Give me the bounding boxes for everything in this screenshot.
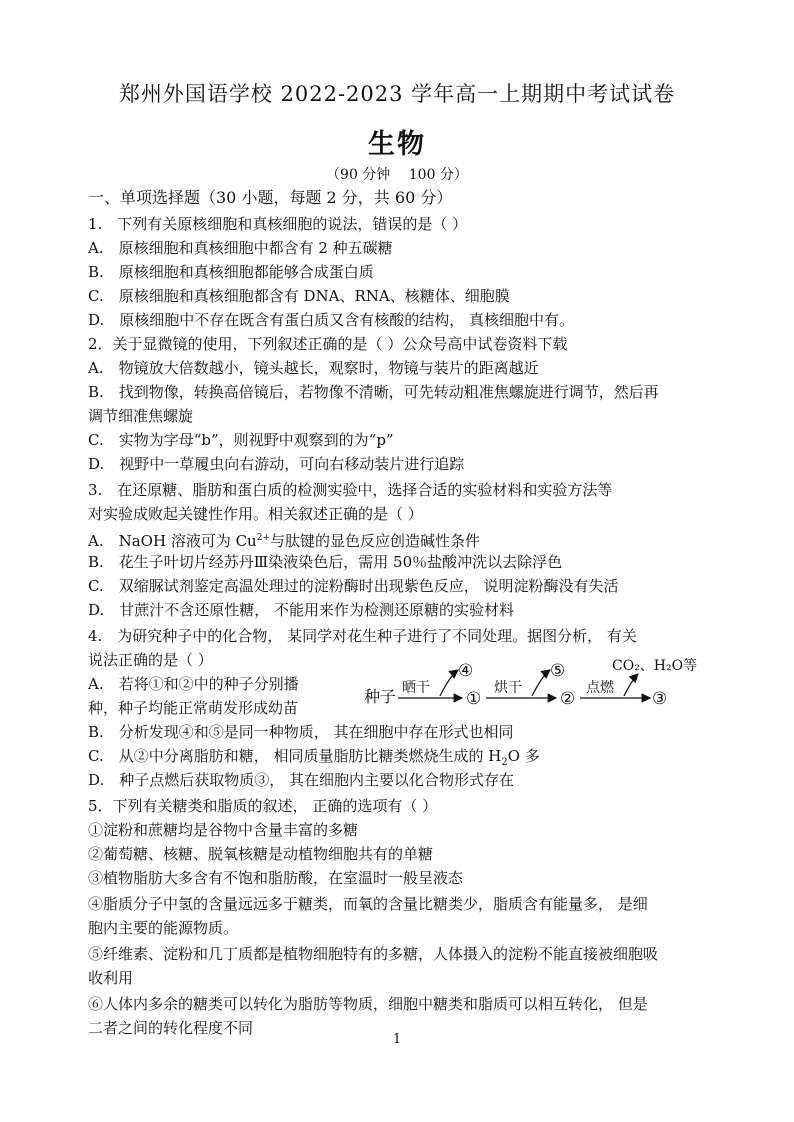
q5-statement-4-cont: 胞内主要的能源物质。 <box>88 919 239 937</box>
q5-statement-3: ③植物脂肪大多含有不饱和脂肪酸，在室温时一般呈液态 <box>88 869 464 887</box>
diagram-node-2: ② <box>560 689 576 709</box>
diagram-step-ignite: 点燃 <box>586 680 614 696</box>
q1-option-c: C. 原核细胞和真核细胞都含有 DNA、RNA、核糖体、细胞膜 <box>88 287 510 305</box>
section-heading: 一、单项选择题（30 小题，每题 2 分，共 60 分） <box>88 188 453 207</box>
q2-option-a: A. 物镜放大倍数越小，镜头越长，观察时，物镜与装片的距离越近 <box>88 359 539 377</box>
diagram-seed-label: 种子 <box>364 687 397 706</box>
diagram-step-oven-dry: 烘干 <box>494 680 522 696</box>
diagram-node-1: ① <box>466 689 482 709</box>
page-number: 1 <box>392 1032 402 1047</box>
q2-option-b-cont: 调节细准焦螺旋 <box>88 407 194 425</box>
q1-option-d: D. 原核细胞中不存在既含有蛋白质又含有核酸的结构， 真核细胞中有。 <box>88 311 575 329</box>
q1-option-a: A. 原核细胞和真核细胞中都含有 2 种五碳糖 <box>88 239 393 257</box>
diagram-node-4: ④ <box>458 661 474 681</box>
q2-option-c: C. 实物为字母“b”，则视野中观察到的为“p” <box>88 431 394 449</box>
diagram-arrow-to-products <box>624 674 638 696</box>
diagram-arrow-to-5 <box>532 670 550 696</box>
q5-statement-5: ⑤纤维素、淀粉和几丁质都是植物细胞特有的多糖，人体摄入的淀粉不能直接被细胞吸 <box>88 945 659 963</box>
q3-option-b: B. 花生子叶切片经苏丹Ⅲ染液染色后，需用 50％盐酸冲洗以去除浮色 <box>88 553 563 571</box>
q2-option-d: D. 视野中一草履虫向右游动，可向右移动装片进行追踪 <box>88 455 465 473</box>
q4-option-c-sub: 2 <box>501 757 508 768</box>
q3-stem-cont: 对实验成败起关键性作用。相关叙述正确的是（ ） <box>88 505 423 523</box>
seed-processing-diagram <box>362 656 712 712</box>
q4-stem-cont: 说法正确的是（ ） <box>88 651 213 669</box>
q4-option-b: B. 分析发现④和⑤是同一种物质， 其在细胞中存在形式也相同 <box>88 723 514 741</box>
q5-statement-2: ②葡萄糖、核糖、脱氧核糖是动植物细胞共有的单糖 <box>88 845 434 863</box>
q2-option-b: B. 找到物像，转换高倍镜后，若物像不清晰，可先转动粗准焦螺旋进行调节，然后再 <box>88 383 659 401</box>
diagram-arrow-to-4 <box>440 670 458 696</box>
q4-option-c-post: O 多 <box>507 747 540 765</box>
subject-title: 生物 <box>368 129 426 160</box>
q3-option-a <box>88 528 480 551</box>
q5-statement-5-cont: 收利用 <box>88 969 134 987</box>
q4-option-d: D. 种子点燃后获取物质③， 其在细胞内主要以化合物形式存在 <box>88 771 515 789</box>
q3-option-a-pre: A. NaOH 溶液可为 Cu <box>88 532 257 550</box>
q5-statement-6: ⑥人体内多余的糖类可以转化为脂肪等物质，细胞中糖类和脂质可以相互转化， 但是 <box>88 995 648 1013</box>
q1-stem: 1. 下列有关原核细胞和真核细胞的说法，错误的是（ ） <box>88 215 468 233</box>
q4-option-a: A. 若将①和②中的种子分别播 <box>88 675 299 693</box>
q5-statement-6-cont: 二者之间的转化程度不同 <box>88 1019 254 1037</box>
diagram-products: CO₂、H₂O等 <box>612 658 698 674</box>
q1-option-b: B. 原核细胞和真核细胞都能够合成蛋白质 <box>88 263 374 281</box>
exam-title: 郑州外国语学校 2022-2023 学年高一上期期中考试试卷 <box>118 82 676 106</box>
diagram-node-3: ③ <box>652 689 668 709</box>
q3-option-a-post: 与肽键的显色反应创造碱性条件 <box>270 532 481 550</box>
q4-option-c <box>88 746 540 773</box>
q3-option-d: D. 甘蔗汁不含还原性糖， 不能用来作为检测还原糖的实验材料 <box>88 601 515 619</box>
q5-stem: 5．下列有关糖类和脂质的叙述， 正确的选项有（ ） <box>88 797 438 815</box>
q4-option-a-cont: 种，种子均能正常萌发形成幼苗 <box>88 699 299 717</box>
q3-option-a-sup: 2+ <box>256 533 271 543</box>
q5-statement-1: ①淀粉和蔗糖均是谷物中含量丰富的多糖 <box>88 821 359 839</box>
diagram-step-sun-dry: 晒干 <box>402 680 430 696</box>
q4-option-c-pre: C. 从②中分离脂肪和糖， 相同质量脂肪比糖类燃烧生成的 H <box>88 747 502 765</box>
q2-stem: 2．关于显微镜的使用，下列叙述正确的是（ ）公众号高中试卷资料下载 <box>88 335 568 353</box>
exam-meta: （90 分钟 100 分） <box>326 167 468 183</box>
q3-stem: 3. 在还原糖、脂肪和蛋白质的检测实验中，选择合适的实验材料和实验方法等 <box>88 481 613 499</box>
q4-stem: 4. 为研究种子中的化合物， 某同学对花生种子进行了不同处理。据图分析， 有关 <box>88 627 637 645</box>
q3-option-c: C. 双缩脲试剂鉴定高温处理过的淀粉酶时出现紫色反应， 说明淀粉酶没有失活 <box>88 577 619 595</box>
diagram-node-5: ⑤ <box>550 661 566 681</box>
q5-statement-4: ④脂质分子中氢的含量远远多于糖类，而氧的含量比糖类少，脂质含有能量多， 是细 <box>88 895 648 913</box>
